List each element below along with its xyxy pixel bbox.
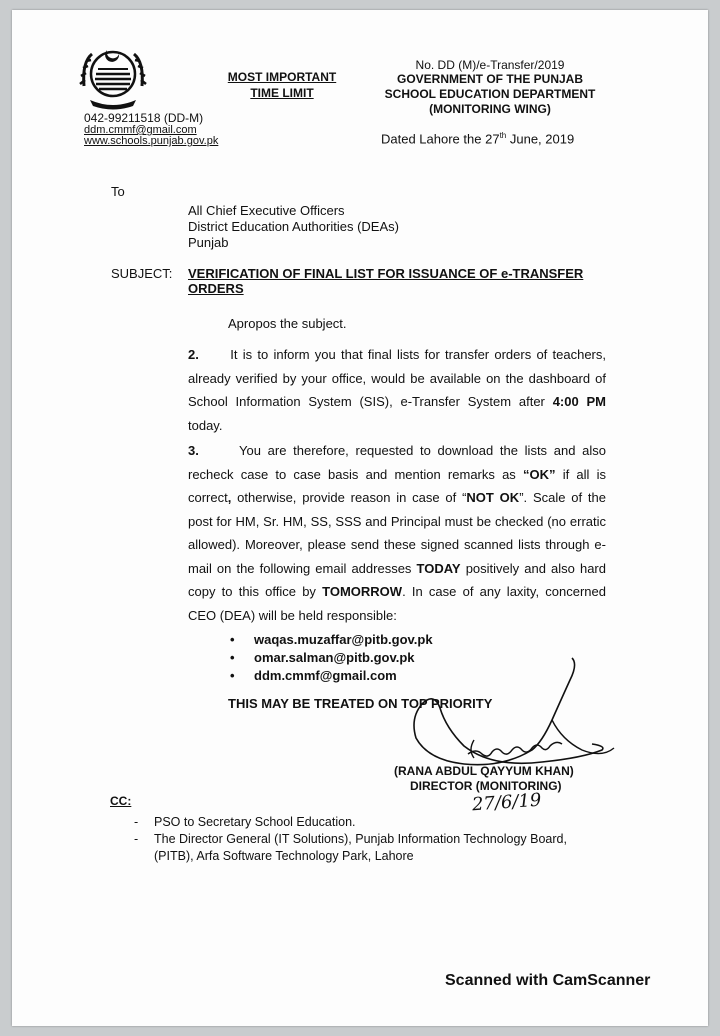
paragraph-3-text-f: . In case of any laxity, concerned CEO (DEA) will be held responsible: [188, 584, 606, 623]
paragraph-3-text-e: positively and also hard copy to this office by [188, 560, 606, 599]
department-line-3: (MONITORING WING) [429, 102, 551, 116]
list-item: - PSO to Secretary School Education. [132, 814, 608, 831]
paragraph-3-tomorrow: TOMORROW [322, 584, 403, 599]
list-item[interactable]: • ddm.cmmf@gmail.com [230, 667, 433, 685]
camscanner-watermark: Scanned with CamScanner [445, 972, 651, 989]
opening-line: Apropos the subject. [228, 316, 347, 331]
to-label: To [111, 184, 125, 199]
signatory-name: (RANA ABDUL QAYYUM KHAN) [394, 764, 574, 778]
paragraph-3-text-b: if all is correct [188, 466, 606, 505]
letter-date [381, 131, 574, 146]
paragraph-3-text-a: You are therefore, requested to download the lists and also recheck case to case basis and mention remarks as [188, 443, 606, 482]
paragraph-2-time: 4:00 PM [552, 394, 606, 409]
notice-time-limit: TIME LIMIT [250, 86, 314, 100]
phone-number: 042-99211518 (DD-M) [84, 111, 204, 125]
priority-notice: THIS MAY BE TREATED ON TOP PRIORITY [228, 696, 493, 711]
paragraph-3-not-ok: NOT OK [466, 490, 520, 505]
paragraph-3 [188, 439, 606, 627]
subject-label: SUBJECT: [111, 266, 173, 281]
subject-line-2: ORDERS [188, 281, 244, 296]
email-link[interactable]: ddm.cmmf@gmail.com [84, 124, 197, 136]
recipient-line-1: All Chief Executive Officers [188, 203, 345, 218]
recipient-line-3: Punjab [188, 235, 229, 250]
date-suffix: th [499, 131, 507, 140]
paragraph-2-text-b: today. [188, 417, 223, 433]
letter-page [12, 10, 708, 1026]
handwritten-date: 27/6/19 [471, 789, 543, 816]
website-link[interactable]: www.schools.punjab.gov.pk [84, 135, 219, 147]
recipient-line-2: District Education Authorities (DEAs) [188, 219, 399, 234]
department-line-1: GOVERNMENT OF THE PUNJAB [396, 72, 583, 86]
list-item[interactable]: • omar.salman@pitb.gov.pk [230, 649, 433, 667]
paragraph-3-number: 3. [188, 443, 199, 458]
date-rest: June, 2019 [509, 131, 575, 147]
paragraph-3-text-c: otherwise, provide reason in case of “ [237, 490, 467, 505]
list-item[interactable]: • waqas.muzaffar@pitb.gov.pk [230, 631, 433, 649]
paragraph-3-ok: “OK” [523, 466, 556, 482]
punjab-government-emblem-icon [76, 42, 150, 112]
department-line-2: SCHOOL EDUCATION DEPARTMENT [384, 87, 596, 101]
paragraph-2 [188, 343, 606, 437]
notice-most-important: MOST IMPORTANT [227, 70, 337, 84]
date-prefix: Dated Lahore the [381, 131, 482, 147]
paragraph-3-today: TODAY [416, 560, 461, 576]
paragraph-3-comma: , [227, 490, 232, 505]
cc-label: CC: [110, 794, 132, 808]
paragraph-3-text-d: ”. Scale of the post for HM, Sr. HM, SS, SSS and Principal must be checked (no erratic allowed). Moreover, please send these signed scanned lists through e-mail on the following email addresses [188, 490, 606, 576]
list-item: - The Director General (IT Solutions), Punjab Information Technology Board, (PITB), Arfa Software Technology Park, Lahore [132, 831, 608, 865]
date-day: 27 [485, 131, 500, 147]
reference-number: No. DD (M)/e-Transfer/2019 [415, 58, 565, 72]
paragraph-2-number: 2. [188, 347, 199, 362]
paragraph-2-text-a: It is to inform you that final lists for transfer orders of teachers, already verified by your office, would be available on the dashboard of School Information System (SIS), e-Transfer System after [188, 347, 607, 409]
cc-list [132, 814, 608, 865]
signatory-title: DIRECTOR (MONITORING) [410, 779, 562, 793]
subject-line-1: VERIFICATION OF FINAL LIST FOR ISSUANCE OF e-TRANSFER [188, 266, 584, 281]
